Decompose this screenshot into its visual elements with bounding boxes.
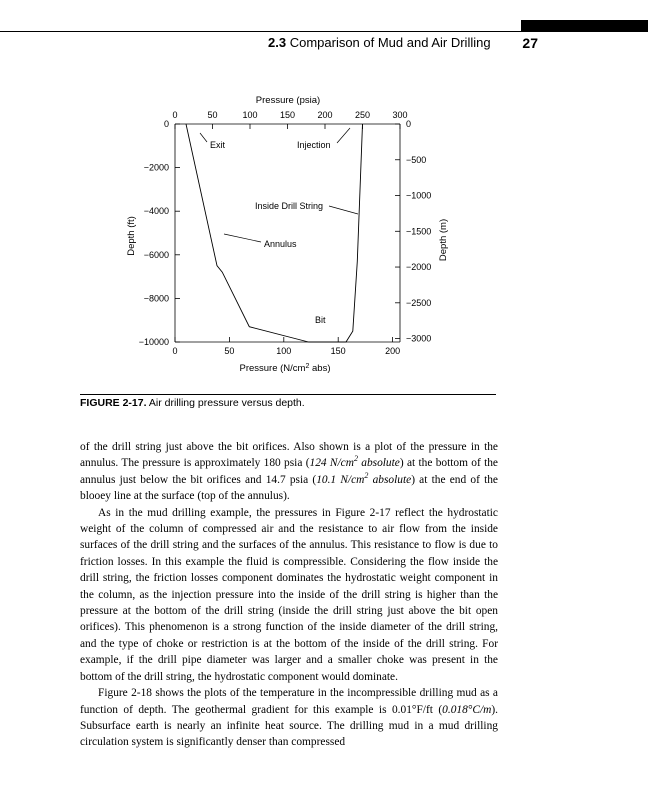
bottom-axis-label-main: Pressure (N/cm [239,363,306,374]
annulus-leader [224,234,261,242]
left-tick-label: −4000 [143,206,169,217]
right-axis-ticks [395,119,431,344]
right-tick-label: −3000 [406,333,432,344]
p1-italic-2: 10.1 N/cm [316,473,365,486]
top-tick-label: 150 [279,110,296,120]
figure-caption-text: Air drilling pressure versus depth. [148,397,305,409]
right-axis-label: Depth (m) [438,218,449,262]
top-tick-label: 100 [242,110,258,120]
top-tick-label: 50 [207,110,218,120]
right-tick-label: 0 [406,119,412,129]
exit-annotation: Exit [210,140,226,150]
bit-annotation: Bit [315,315,326,325]
top-axis-label: Pressure (psia) [255,95,321,106]
paragraph-1 [80,439,498,505]
figure-caption [80,397,496,409]
section-title: Comparison of Mud and Air Drilling [289,35,491,50]
left-tick-label: −6000 [143,249,169,260]
left-tick-label: −2000 [143,162,169,173]
figure-caption-label: FIGURE 2-17. [80,397,147,409]
p1-text-b: ) at the bottom of the annulus just below the bit orifices and 14.7 psia ( [80,457,498,486]
top-tick-label: 250 [354,110,371,120]
left-tick-label: −10000 [138,337,169,347]
header-bar [521,20,648,31]
bottom-tick-label: 50 [224,346,235,356]
bottom-tick-label: 0 [172,346,178,356]
p1-italic-1: 124 N/cm [309,457,354,470]
left-axis-label: Depth (ft) [126,216,137,256]
bottom-axis-label-end: abs) [309,363,331,374]
paragraph-2: As in the mud drilling example, the pressures in Figure 2-17 reflect the hydrostatic weight of the column of compressed air and the resistance to air flow from the inside surfaces of the drill string and the surfaces of the annulus. This resistance to flow is due to friction losses. In this example the fluid is compressible. Considering the flow inside the drill string, the friction losses component dominates the hydrostatic weight component in the column, as the injection pressure into the inside of the drill string is higher than the pressure at the bottom of the drill string (inside the drill string just above the bit open orifices). This phenomenon is a strong function of the inside diameter of the drill string, and the type of choke or restriction is at the bottom of the inside of the drill string. For example, if the drill pipe diameter was larger and a smaller choke was present in the bottom of the drill string, the hydrostatic component would dominate. [80,506,498,683]
right-tick-label: −1000 [406,190,432,201]
body-text [80,439,498,751]
right-tick-label: −500 [406,154,427,165]
bottom-tick-label: 150 [330,346,346,356]
p1-italic-1b: absolute [357,457,400,470]
right-tick-label: −2000 [406,262,432,273]
p1-sup-1: 2 [353,454,358,464]
top-tick-label: 300 [392,110,408,120]
exit-leader [200,133,207,142]
inside-drill-string-leader [329,206,358,214]
top-tick-label: 200 [317,110,333,120]
page-number: 27 [522,35,538,51]
top-axis-ticks [172,110,407,129]
p1-sup-2: 2 [364,471,369,481]
pressure-depth-chart [0,80,648,380]
paragraph-3 [80,685,498,751]
p1-text-c: ) at the end of the blooey line at the surface (top of the annulus). [80,473,498,503]
injection-leader [337,128,350,143]
bottom-axis-ticks [172,337,400,356]
p3-text-b: ). Subsurface earth is nearly an infinite heat source. The drilling mud in a mud drilling circulation system is significantly denser than compressed [80,703,498,749]
bottom-tick-label: 100 [276,346,292,356]
figure-rule [80,394,496,395]
left-tick-label: −8000 [143,293,169,304]
p1-text-a: of the drill string just above the bit orifices. Also shown is a plot of the pressure in the annulus. The pressure is approximately 180 psia ( [80,441,498,470]
p1-italic-2b: absolute [368,473,412,486]
annulus-series-line [186,124,309,342]
p3-italic: 0.018°C/m [442,703,492,716]
bottom-tick-label: 200 [385,346,401,356]
section-number: 2.3 [268,35,287,50]
p3-text-a: Figure 2-18 shows the plots of the temperature in the incompressible drilling mud as a function of depth. The geothermal gradient for this example is 0.01°F/ft ( [80,687,498,716]
injection-annotation: Injection [297,140,331,150]
header-rule [0,31,648,32]
annulus-annotation: Annulus [264,239,297,249]
right-tick-label: −2500 [406,297,432,308]
inside-drill-string-series-line [309,124,363,342]
left-axis-ticks [139,119,180,347]
top-tick-label: 0 [172,110,178,120]
left-tick-label: 0 [163,119,169,129]
inside-drill-string-annotation: Inside Drill String [255,201,324,211]
running-head [268,35,538,51]
bottom-axis-label-sup: 2 [305,363,310,370]
right-tick-label: −1500 [406,226,432,237]
bottom-axis-label [239,363,330,374]
